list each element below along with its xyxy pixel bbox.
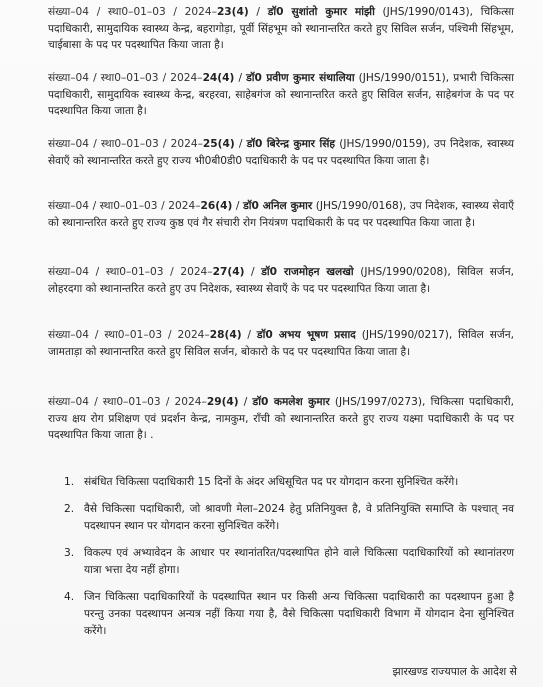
officer-name: डॉ0 अनिल कुमार [243,200,313,212]
instruction-text: वैसे चिकित्सा पदाधिकारी, जो श्रावणी मेला–2024 हेतु प्रतिनियुक्त है, वे प्रतिनियुक्ति समाप्ति के पश्चात् नव पदस्थापन स्थान पर योगदान करना सुनिश्चित करेंगे। [84,503,514,532]
order-separator: / [248,6,268,18]
transfer-order-27 [48,264,514,297]
order-reference: संख्या–04 / स्था0–01–03 / 2024– [48,138,203,150]
transfer-order-23 [48,4,514,54]
officer-name: डॉ0 कमलेश कुमार [252,396,330,408]
officer-name: डॉ0 राजमोहन खलखो [261,266,354,278]
order-reference: संख्या–04 / स्था0–01–03 / 2024– [48,396,207,408]
transfer-order-24 [48,70,514,120]
officer-name: डॉ0 अभय भूषण प्रसाद [256,329,356,341]
order-text: (JHS/1997/0273), चिकित्सा पदाधिकारी, राज्य क्षय रोग प्रशिक्षण एवं प्रदर्शन केन्द्र, नामकुम, राँची को स्थानान्तरित करते हुए राज्य यक्ष्मा पदाधिकारी के पद पर पदस्थापित किया जाता है। . [48,396,514,441]
instruction-item [64,589,514,640]
order-number: 24(4) [202,72,235,84]
instruction-text: संबंधित चिकित्सा पदाधिकारी 15 दिनों के अंदर अधिसूचित पद पर योगदान करना सुनिश्चित करेंगे। [84,476,459,488]
instruction-item [64,474,514,491]
order-separator: / [232,200,244,212]
transfer-order-29 [48,394,514,444]
order-reference: संख्या–04 / स्था0–01–03 / 2024– [48,6,217,18]
order-reference: संख्या–04 / स्था0–01–03 / 2024– [48,200,201,212]
order-number: 23(4) [216,6,249,18]
order-text: (JHS/1990/0217), सिविल सर्जन, जामताड़ा को स्थानान्तरित करते हुए सिविल सर्जन, बोकारो के पद पर पदस्थापित किया जाता है। [48,329,514,358]
order-number: 25(4) [202,138,235,150]
instruction-number: 3. [64,547,75,559]
order-text: (JHS/1990/0168), उप निदेशक, स्वास्थ्य सेवाएँ को स्थानान्तरित करते हुए राज्य कुष्ठ एवं गैर संचारी रोग नियंत्रण पदाधिकारी के पद पर पदस्थापित किया जाता है। [48,200,514,229]
order-separator: / [234,72,247,84]
officer-name: डॉ0 सुशांतो कुमार मांझी [267,6,375,18]
instruction-text: जिन चिकित्सा पदाधिकारियों के पदस्थापित स्थान पर किसी अन्य चिकित्सा पदाधिकारी का पदस्थापन हुआ है परन्तु उनका पदस्थापन अन्यत्र नहीं किया गया है, वैसे चिकित्सा पदाधिकारी विभाग में योगदान देना सुनिश्चित करेंगे। [84,591,514,637]
order-text: (JHS/1990/0159), उप निदेशक, स्वास्थ्य सेवाएँ को स्थानान्तरित करते हुए राज्य भी0बी0डी0 पदाधिकारी के पद पर पदस्थापित किया जाता है। [48,138,514,167]
order-text: (JHS/1990/0143), चिकित्सा पदाधिकारी, सामुदायिक स्वास्थ्य केन्द्र, बहरागोड़ा, पूर्वी सिंहभूम को स्थानान्तरित करते हुए सिविल सर्जन, पश्चिमी सिंहभूम, चाईबासा के पद पर पदस्थापित किया जाता है। [48,6,514,51]
order-text: (JHS/1990/0208), सिविल सर्जन, लोहरदगा को स्थानान्तरित करते हुए उप निदेशक, स्वास्थ्य सेवाएँ के पद पर पदस्थापित किया जाता है। [48,266,515,295]
order-number: 26(4) [200,200,233,212]
order-number: 27(4) [212,266,245,278]
transfer-order-25 [48,136,514,169]
transfer-order-28 [48,327,514,360]
officer-name: डॉ0 प्रवीण कुमार संथालिया [246,72,355,84]
order-reference: संख्या–04 / स्था0–01–03 / 2024– [48,329,210,341]
officer-name: डॉ0 बिरेन्द्र कुमार सिंह [246,138,336,150]
order-reference: संख्या–04 / स्था0–01–03 / 2024– [48,72,203,84]
order-number: 28(4) [209,329,242,341]
order-separator: / [238,396,253,408]
order-separator: / [234,138,247,150]
instruction-number: 4. [64,591,75,603]
order-reference: संख्या–04 / स्था0–01–03 / 2024– [48,266,213,278]
governor-order-signoff: झारखण्ड राज्यपाल के आदेश से [392,665,517,678]
instruction-text: विकल्प एवं अभ्यावेदन के आधार पर स्थानांतरित/पदस्थापित होने वाले चिकित्सा पदाधिकारियों को स्थानांतरण यात्रा भत्ता देय नहीं होगा। [84,547,514,576]
order-text: (JHS/1990/0151), प्रभारी चिकित्सा पदाधिकारी, सामुदायिक स्वास्थ्य केन्द्र, बरहरवा, साहेबगंज को स्थानान्तरित करते हुए सिविल सर्जन, साहेबगंज के पद पर पदस्थापित किया जाता है। [48,72,514,117]
transfer-order-26 [48,198,514,231]
instruction-number: 2. [64,503,75,515]
order-separator: / [244,266,262,278]
instruction-number: 1. [64,476,75,488]
order-separator: / [241,329,257,341]
instruction-item [64,545,514,579]
instructions-list [64,474,514,650]
instruction-item [64,501,514,535]
order-number: 29(4) [206,396,239,408]
